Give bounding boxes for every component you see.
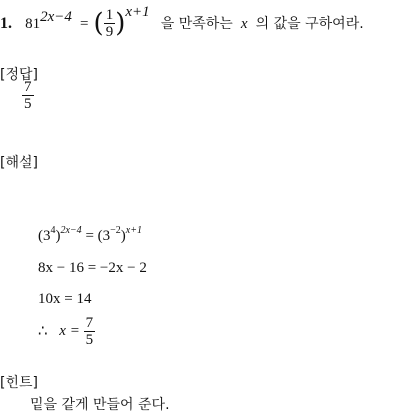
problem-exponent: 2x−4: [40, 9, 72, 25]
problem-line: [0, 6, 364, 40]
line1-lhs-base: (3: [38, 228, 51, 244]
therefore-symbol: ∴: [38, 323, 48, 340]
fraction-numerator: 1: [105, 6, 114, 23]
fraction-denominator: 9: [105, 23, 114, 40]
line1-rhs-power: −2: [110, 225, 121, 236]
solution-line-4: [38, 316, 95, 348]
problem-variable: x: [240, 16, 248, 32]
line1-lhs-power: 4: [50, 225, 56, 236]
problem-text-before: 을 만족하는: [160, 16, 233, 32]
answer-header: [정답]: [0, 67, 38, 83]
problem-text-after: 의 값을 구하여라.: [255, 16, 364, 32]
answer-numerator: 7: [24, 79, 32, 95]
solution-line-3: 10x = 14: [38, 291, 92, 307]
line1-lhs-close: ): [55, 228, 61, 244]
right-paren: ): [115, 8, 126, 39]
answer-denominator: 5: [24, 96, 32, 112]
problem-fraction: [104, 8, 116, 40]
answer-fraction: [22, 80, 34, 112]
solution-line-2: 8x − 16 = −2x − 2: [38, 260, 147, 276]
line4-numerator: 7: [85, 315, 94, 331]
line4-denominator: 5: [85, 332, 94, 348]
problem-number: 1.: [0, 15, 12, 32]
line1-rhs-exponent: x+1: [125, 225, 142, 236]
hint-text: 밑을 같게 만들어 준다.: [30, 397, 170, 413]
problem-base: 81: [25, 16, 41, 32]
hint-header: [힌트]: [0, 375, 38, 391]
line1-rhs-close: ): [120, 228, 126, 244]
left-paren: (: [93, 8, 104, 39]
problem-rhs-exponent: x+1: [125, 4, 150, 20]
line4-fraction: [84, 316, 96, 348]
line1-equals: = (3: [81, 228, 111, 244]
problem-equals: =: [79, 16, 89, 32]
answer-value: [22, 80, 34, 112]
line1-lhs-exponent: 2x−4: [60, 225, 82, 236]
solution-header: [해설]: [0, 155, 38, 171]
line4-lhs: x =: [59, 323, 80, 340]
solution-line-1: [38, 225, 142, 245]
